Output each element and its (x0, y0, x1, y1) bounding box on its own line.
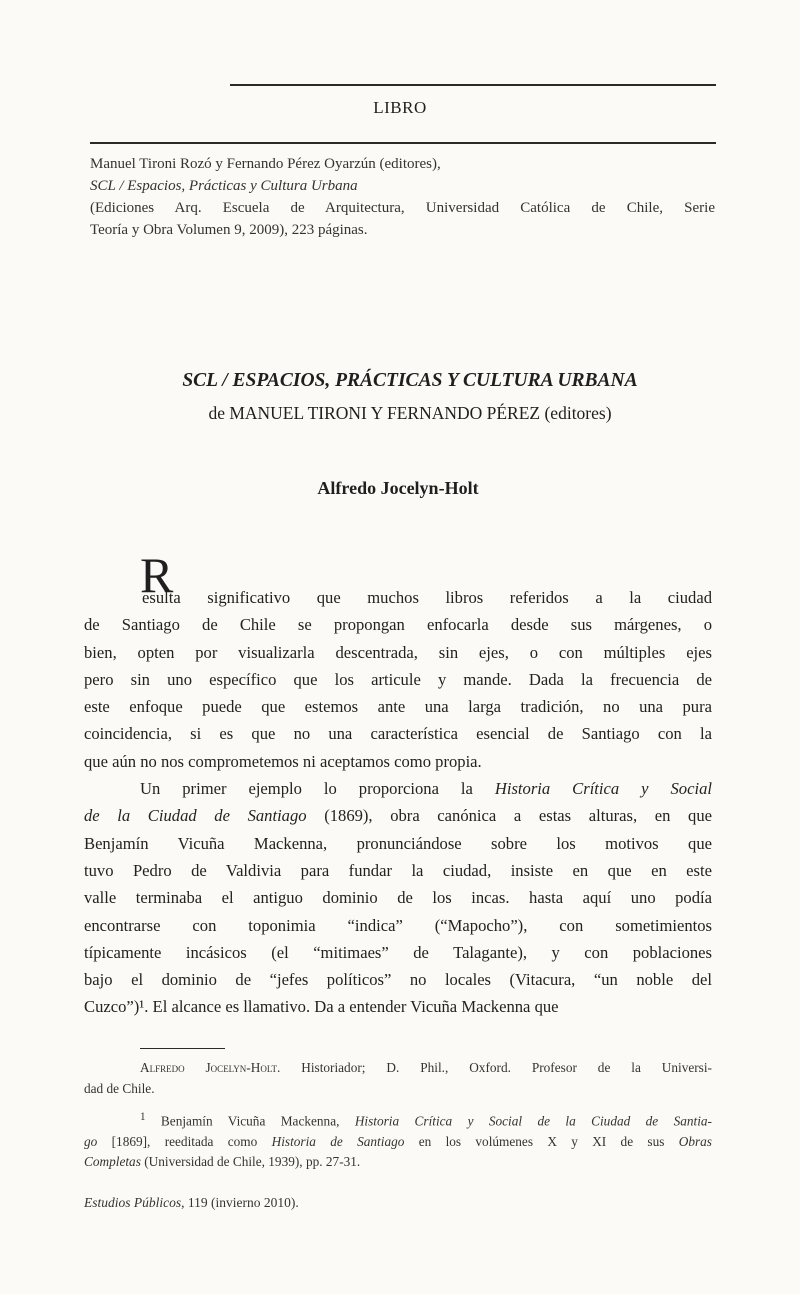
fn-text: Benjamín Vicuña Mackenna, (145, 1113, 355, 1129)
reference-title-text: SCL / Espacios, Prácticas y Cultura Urbana (90, 178, 358, 194)
footnote-1-line-1 (84, 1107, 712, 1132)
fn-text: (Universidad de Chile, 1939), pp. 27-31. (140, 1154, 361, 1170)
text: de Santiago de Chile se propongan enfocarla desde sus márgenes, o (84, 615, 712, 635)
reference-title (90, 175, 715, 197)
body-line (84, 993, 712, 1020)
header-rule-top (230, 84, 716, 86)
fn-text: en los volúmenes X y XI de sus (404, 1133, 679, 1149)
reference-publisher-1: (Ediciones Arq. Escuela de Arquitectura, Universidad Católica de Chile, Serie (90, 200, 715, 216)
text: tuvo Pedro de Valdivia para fundar la ciudad, insiste en que en este (84, 860, 712, 880)
text: pero sin uno específico que los articule y mande. Dada la frecuencia de (84, 669, 712, 689)
article-title: SCL / ESPACIOS, PRÁCTICAS Y CULTURA URBANA (182, 370, 638, 391)
text: Un primer ejemplo lo proporciona la (140, 779, 495, 799)
footnote-1-mark: 1 (140, 1111, 146, 1123)
footnote-author-note-cont: dad de Chile. (84, 1080, 155, 1096)
fn-italic: Obras (678, 1133, 712, 1149)
journal-citation (84, 1195, 299, 1211)
fn-italic: Historia Crítica y Social de la Ciudad de Santia- (354, 1113, 712, 1129)
footnote-rule (140, 1048, 225, 1049)
text: bajo el dominio de “jefes políticos” no locales (Vitacura, “un noble del (84, 970, 712, 990)
article-author: Alfredo Jocelyn-Holt (317, 478, 479, 498)
article-body (84, 584, 712, 1021)
body-line (84, 830, 712, 857)
body-line (84, 884, 712, 911)
body-line (84, 857, 712, 884)
body-line (84, 720, 712, 747)
text: encontrarse con toponimia “indica” (“Mapocho”), con sometimientos (84, 915, 712, 935)
italic-text: de la Ciudad de Santiago (84, 806, 307, 826)
article-subtitle: de MANUEL TIRONI Y FERNANDO PÉREZ (editores) (208, 403, 612, 423)
reference-editors: Manuel Tironi Rozó y Fernando Pérez Oyarzún (editores), (90, 156, 441, 172)
body-line (84, 611, 712, 638)
fn-italic: go (84, 1133, 98, 1149)
drop-cap: R (140, 547, 174, 603)
reference-publisher-2: Teoría y Obra Volumen 9, 2009), 223 páginas. (90, 222, 368, 238)
fn-italic: Historia de Santiago (271, 1133, 405, 1149)
text: (1869), obra canónica a estas alturas, en que (306, 806, 712, 826)
body-line (84, 802, 712, 829)
text: típicamente incásicos (el “mitimaes” de Talagante), y con poblaciones (84, 942, 712, 962)
body-line (84, 639, 712, 666)
text: Benjamín Vicuña Mackenna, pronunciándose sobre los motivos que (84, 833, 712, 853)
body-line (84, 966, 712, 993)
body-line (84, 939, 712, 966)
footnote-author-note: . Historiador; D. Phil., Oxford. Profesor de la Universi- (276, 1060, 712, 1075)
body-line (84, 775, 712, 802)
italic-text: Historia Crítica y Social (494, 779, 712, 799)
fn-text: [1869], reeditada como (97, 1133, 272, 1149)
footnote-1-line-2 (84, 1132, 712, 1153)
text: que aún no nos comprometemos ni aceptamos como propia. (84, 751, 482, 771)
body-line (84, 666, 712, 693)
footnote-1-line-3 (84, 1152, 712, 1173)
book-reference (90, 153, 715, 241)
journal-name: Estudios Públicos (84, 1195, 182, 1210)
journal-issue: , 119 (invierno 2010). (181, 1195, 299, 1210)
body-line (84, 693, 712, 720)
fn-italic: Completas (84, 1154, 141, 1170)
text: valle terminaba el antiguo dominio de los incas. hasta aquí uno podía (84, 888, 712, 908)
body-line (84, 912, 712, 939)
header-rule-bottom (90, 142, 716, 144)
footnote-author-name: Alfredo Jocelyn-Holt (140, 1060, 277, 1075)
text: esulta significativo que muchos libros referidos a la ciudad (142, 588, 712, 607)
section-label: LIBRO (373, 98, 427, 117)
footnotes (84, 1058, 712, 1173)
text: coincidencia, si es que no una característica esencial de Santiago con la (84, 724, 712, 744)
text: este enfoque puede que estemos ante una larga tradición, no una pura (84, 697, 712, 717)
body-line (84, 584, 712, 611)
body-line (84, 748, 712, 775)
footnote-author (84, 1058, 712, 1079)
text: bien, opten por visualizarla descentrada, sin ejes, o con múltiples ejes (84, 642, 712, 662)
text: Cuzco”)¹. El alcance es llamativo. Da a entender Vicuña Mackenna que (84, 997, 559, 1017)
